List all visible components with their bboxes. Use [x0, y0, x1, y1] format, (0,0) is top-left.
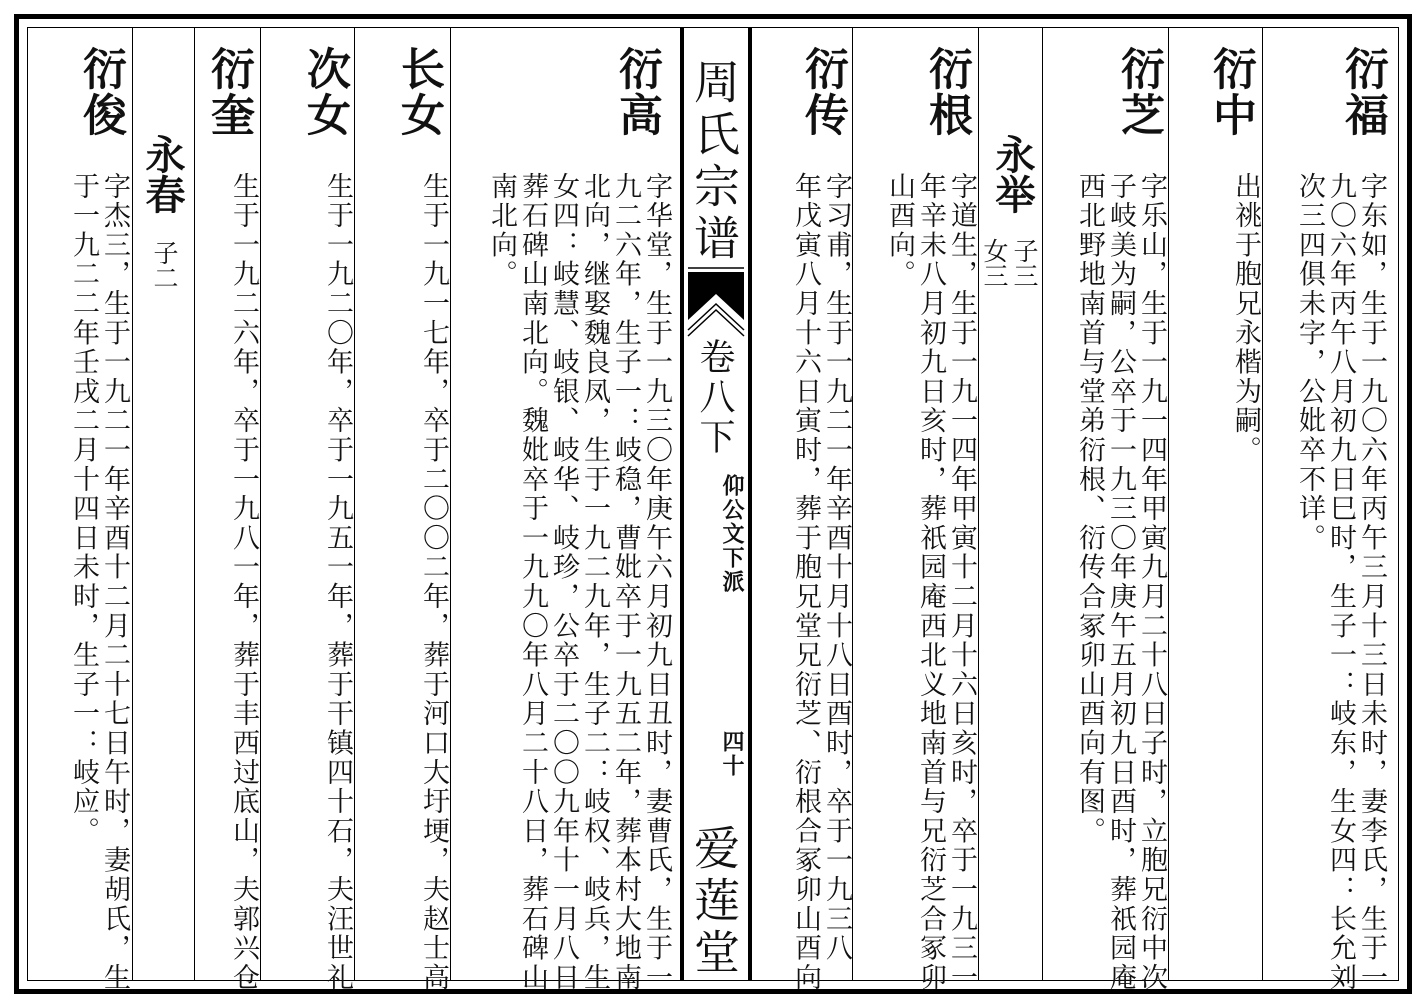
- column-divider: [260, 28, 261, 980]
- person-name: 衍根: [921, 46, 972, 138]
- column-divider: [132, 28, 133, 980]
- column-divider: [1262, 28, 1263, 980]
- genealogy-title: 周氏宗谱: [687, 58, 741, 266]
- entry-text: 出祧于胞兄永楷为嗣。: [1230, 172, 1261, 465]
- column-divider: [1168, 28, 1169, 980]
- page-number: 四十: [719, 730, 745, 778]
- generation-name: 永春: [139, 134, 186, 214]
- person-name: 次女: [299, 46, 350, 138]
- person-name: 衍中: [1205, 46, 1256, 138]
- volume-label: 卷八下: [694, 338, 735, 458]
- daughters-count: 女三: [980, 238, 1009, 288]
- person-name: 衍芝: [1113, 46, 1164, 138]
- person-name: 衍传: [797, 46, 848, 138]
- generation-name: 永举: [989, 134, 1036, 214]
- column-divider: [450, 28, 451, 980]
- entry-text: 字习甫，生于一九二一年辛酉十月十八日酉时，卒于一九三八 年戊寅八月十六日寅时，葬于胞兄堂兄衍芝、衍根合冢卯山酉向: [790, 172, 852, 993]
- entry-text: 字道生，生于一九一四年甲寅十二月十六日亥时，卒于一九三一 年辛未八月初九日亥时，葬祇园庵西北义地南首与兄衍芝合冢卯 山酉向。: [884, 172, 977, 993]
- person-name: 衍福: [1337, 46, 1388, 138]
- person-name: 衍俊: [75, 46, 126, 138]
- branch-label: 仰公文下派: [719, 474, 745, 594]
- person-name: 衍高: [611, 46, 662, 138]
- column-divider: [852, 28, 853, 980]
- sons-count: 子三: [1010, 238, 1039, 288]
- hall-name: 爱莲堂: [687, 824, 741, 980]
- entry-text: 生于一九一七年，卒于二〇〇二年，葬于河口大圩埂，夫赵士高: [418, 172, 449, 993]
- entry-text: 字华堂，生于一九三〇年庚午六月初九日丑时，妻曹氏，生于一 九二六年，生子一：岐稳，曹妣卒于一九五二年，葬本村大地南 北向，继娶魏良凤，生于一九二九年，生子二：岐权、岐兵，生 女四：岐慧、岐银、岐华、岐珍，公卒于二〇〇九年十一月八日 葬石碑山南北向。魏妣卒于一九九〇年八月二十八日，葬石碑山 南北向。: [486, 172, 672, 993]
- entry-text: 生于一九二〇年，卒于一九五一年，葬于干镇四十石，夫汪世礼: [322, 172, 353, 993]
- spine: [680, 28, 752, 980]
- person-name: 长女: [393, 46, 444, 138]
- sons-count: 子二: [150, 240, 179, 290]
- entry-text: 字东如，生于一九〇六年丙午三月十三日未时，妻李氏，生于一 九〇六年丙午八月初九日巳时，生子一：岐东，生女四：长允刘 次三四俱未字，公妣卒不详。: [1294, 172, 1387, 993]
- column-divider: [194, 28, 195, 980]
- entry-text: 字乐山，生于一九一四年甲寅九月二十八日子时，立胞兄衍中次 子岐美为嗣，公卒于一九三〇年庚午五月初九日酉时，葬祇园庵 西北野地南首与堂弟衍根、衍传合冢卯山酉向有图。: [1074, 172, 1167, 993]
- entry-text: 生于一九二六年，卒于一九八一年，葬于丰西过底山，夫郭兴仓: [228, 172, 259, 993]
- entry-text: 字杰三，生于一九二一年辛酉十二月二十七日午时，妻胡氏，生 于一九二二年壬戌二月十四日未时，生子一：岐应。: [68, 172, 130, 993]
- column-divider: [1042, 28, 1043, 980]
- column-divider: [978, 28, 979, 980]
- column-divider: [354, 28, 355, 980]
- person-name: 衍奎: [203, 46, 254, 138]
